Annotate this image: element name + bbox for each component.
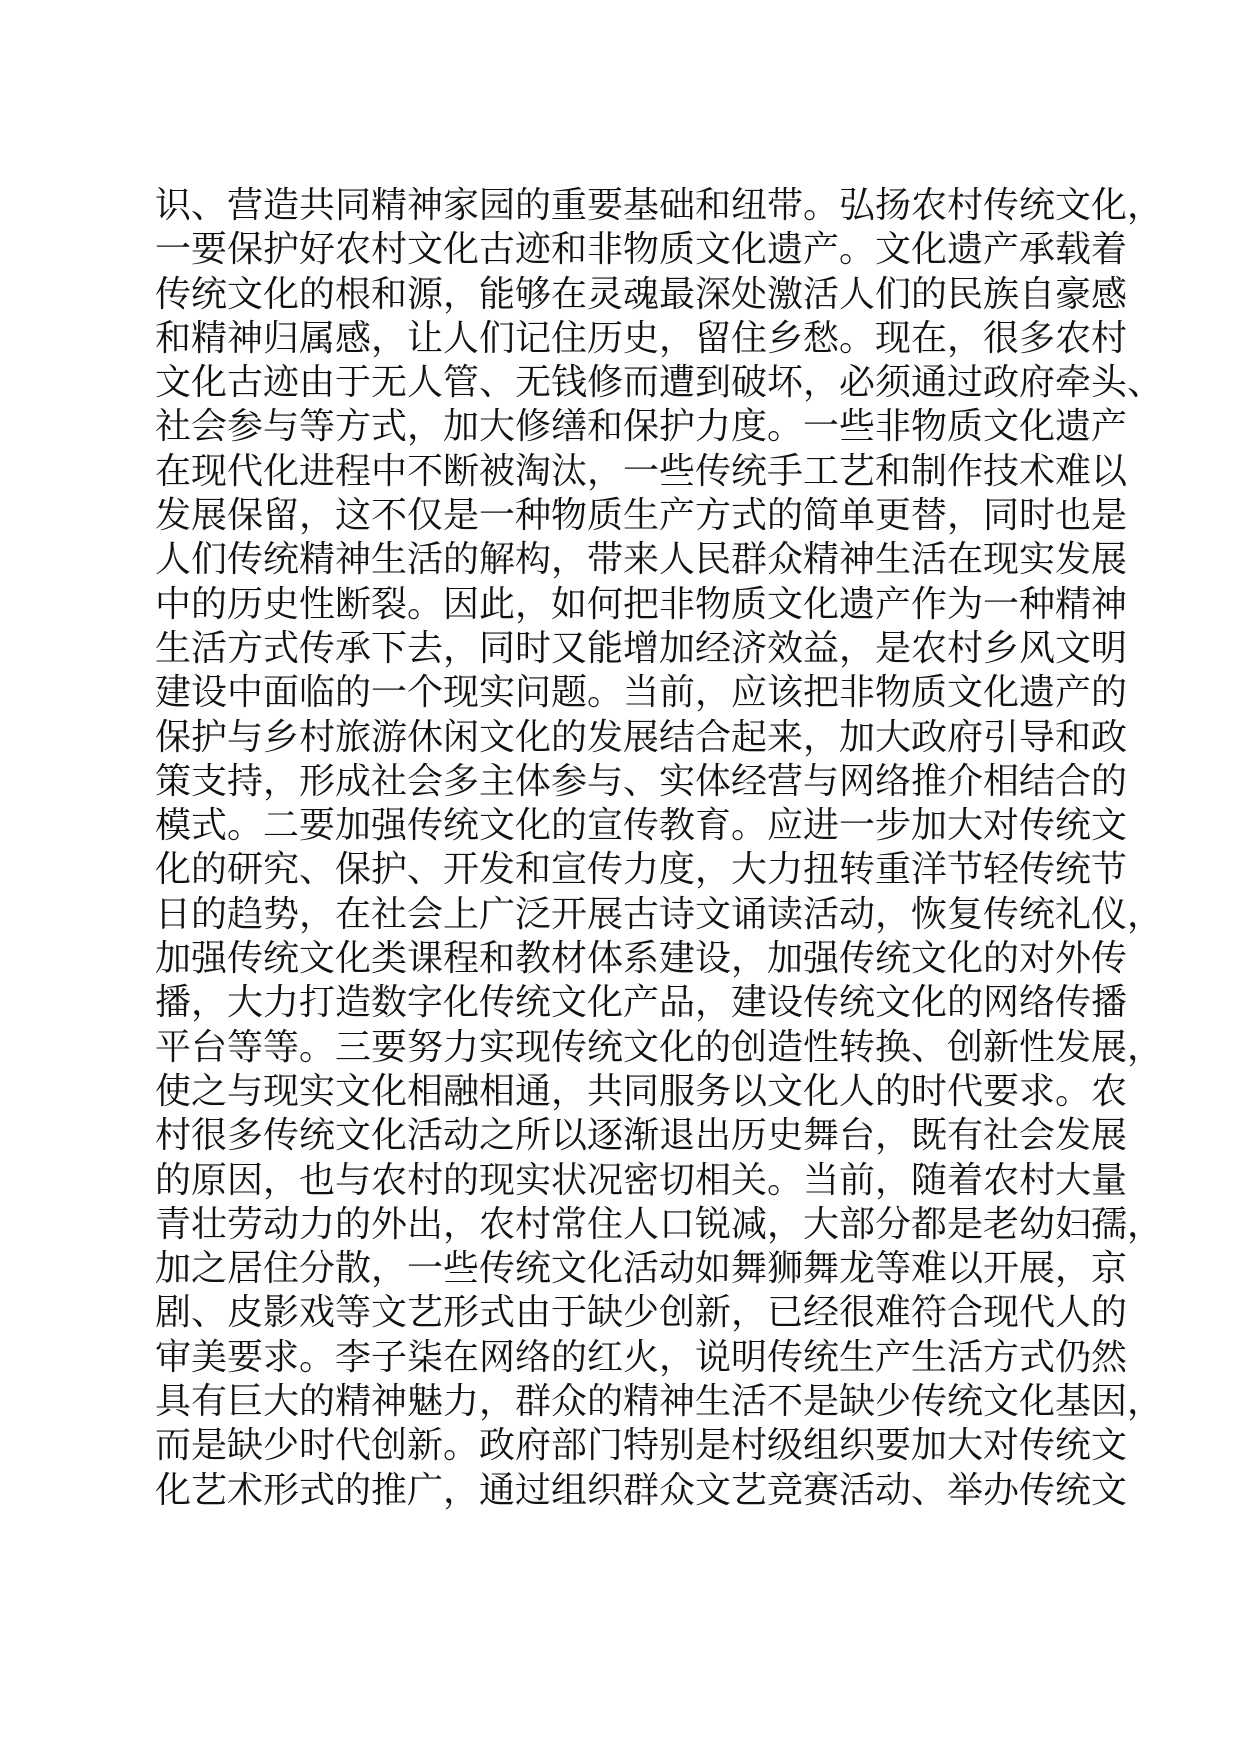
- text-line-25: 加之居住分散，一些传统文化活动如舞狮舞龙等难以开展，京: [155, 1248, 1128, 1290]
- text-line-27: 审美要求。李子柒在网络的红火，说明传统生产生活方式仍然: [155, 1336, 1128, 1378]
- text-line-6: 社会参与等方式，加大修缮和保护力度。一些非物质文化遗产: [155, 406, 1128, 448]
- text-line-1: 识、营造共同精神家园的重要基础和纽带。弘扬农村传统文化，: [155, 185, 1164, 226]
- body-text: [155, 184, 1164, 1513]
- text-line-8: 发展保留，这不仅是一种物质生产方式的简单更替，同时也是: [155, 495, 1128, 537]
- text-line-5: 文化古迹由于无人管、无钱修而遭到破坏，必须通过政府牵头、: [155, 362, 1164, 404]
- text-line-20: 平台等等。三要努力实现传统文化的创造性转换、创新性发展，: [155, 1026, 1164, 1068]
- text-line-29: 而是缺少时代创新。政府部门特别是村级组织要加大对传统文: [155, 1425, 1128, 1467]
- text-line-17: 日的趋势，在社会上广泛开展古诗文诵读活动，恢复传统礼仪，: [155, 893, 1164, 935]
- text-line-9: 人们传统精神生活的解构，带来人民群众精神生活在现实发展: [155, 539, 1128, 581]
- text-line-14: 策支持，形成社会多主体参与、实体经营与网络推介相结合的: [155, 760, 1128, 802]
- text-line-13: 保护与乡村旅游休闲文化的发展结合起来，加大政府引导和政: [155, 716, 1128, 758]
- text-line-4: 和精神归属感，让人们记住历史，留住乡愁。现在，很多农村: [155, 317, 1128, 359]
- text-line-24: 青壮劳动力的外出，农村常住人口锐减，大部分都是老幼妇孺，: [155, 1203, 1164, 1245]
- text-line-22: 村很多传统文化活动之所以逐渐退出历史舞台，既有社会发展: [155, 1115, 1128, 1157]
- text-line-16: 化的研究、保护、开发和宣传力度，大力扭转重洋节轻传统节: [155, 849, 1128, 891]
- text-line-12: 建设中面临的一个现实问题。当前，应该把非物质文化遗产的: [155, 672, 1128, 714]
- text-line-3: 传统文化的根和源，能够在灵魂最深处激活人们的民族自豪感: [155, 273, 1128, 315]
- text-line-26: 剧、皮影戏等文艺形式由于缺少创新，已经很难符合现代人的: [155, 1292, 1128, 1334]
- text-line-18: 加强传统文化类课程和教材体系建设，加强传统文化的对外传: [155, 938, 1128, 980]
- text-line-2: 一要保护好农村文化古迹和非物质文化遗产。文化遗产承载着: [155, 229, 1128, 271]
- text-line-30: 化艺术形式的推广，通过组织群众文艺竞赛活动、举办传统文: [155, 1469, 1128, 1511]
- text-line-10: 中的历史性断裂。因此，如何把非物质文化遗产作为一种精神: [155, 583, 1128, 625]
- text-line-19: 播，大力打造数字化传统文化产品，建设传统文化的网络传播: [155, 982, 1128, 1024]
- text-line-11: 生活方式传承下去，同时又能增加经济效益，是农村乡风文明: [155, 627, 1128, 669]
- text-line-23: 的原因，也与农村的现实状况密切相关。当前，随着农村大量: [155, 1159, 1128, 1201]
- text-line-7: 在现代化进程中不断被淘汰，一些传统手工艺和制作技术难以: [155, 450, 1128, 492]
- text-line-21: 使之与现实文化相融相通，共同服务以文化人的时代要求。农: [155, 1070, 1128, 1112]
- text-line-15: 模式。二要加强传统文化的宣传教育。应进一步加大对传统文: [155, 805, 1128, 847]
- text-line-28: 具有巨大的精神魅力，群众的精神生活不是缺少传统文化基因，: [155, 1381, 1164, 1423]
